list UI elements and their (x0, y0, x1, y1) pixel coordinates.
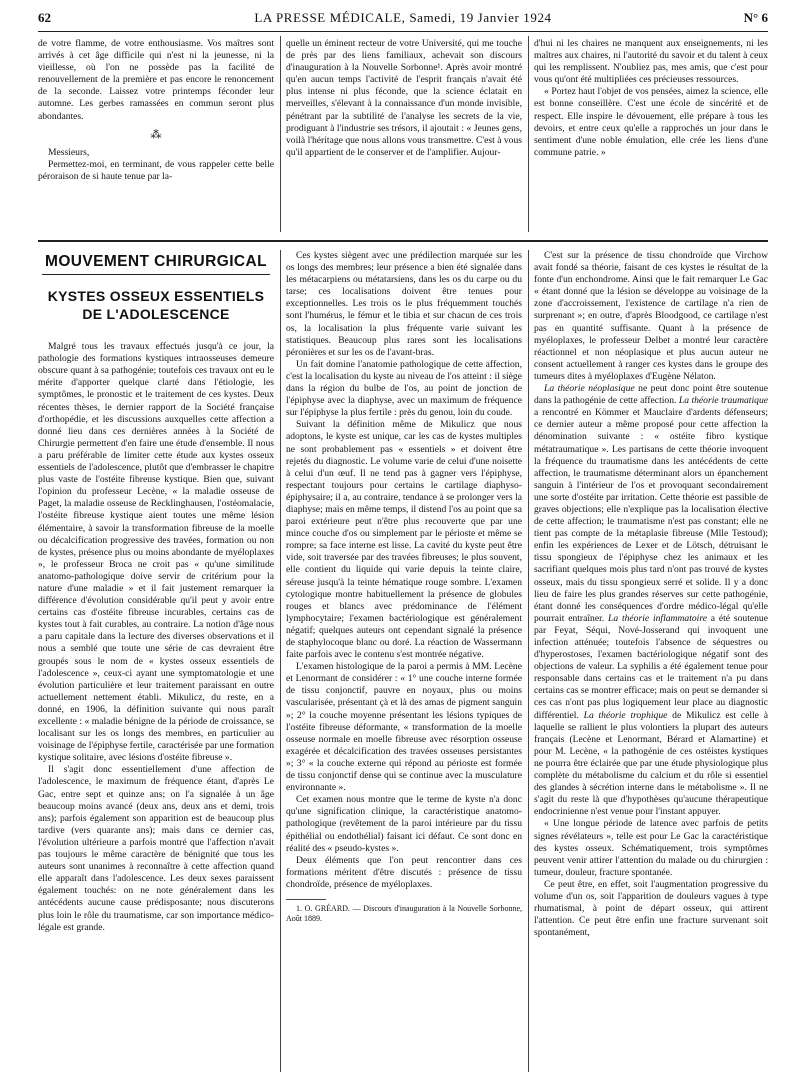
article-title (38, 287, 274, 323)
italic-phrase: La théorie néoplasique (544, 383, 635, 395)
article-title-line: KYSTES OSSEUX ESSENTIELS (47, 288, 265, 305)
paragraph: Suivant la définition même de Mikulicz que nous adoptons, le kyste est unique, car les cas de kystes multiples ne sont probablement pas « essentiels » et doivent être rejetés du diagnostic. Le volume varie de celui d'une noisette à celui d'un œuf. Il ne tend pas à gagner vers l'épiphyse, respectant toujours pour certains le cartilage diaphyso-épiphysaire; il a, au contraire, tendance à se prolonger vers la diaphyse; mais en même temps, il distend l'os au point que sa paroi extérieure peut n'être plus recouverte que par une mince couche d'os ou simplement par le périoste et même se rompre; sa face interne est lisse. La cavité du kyste peut être vide, soit traversée par des travées fibreuses; le plus souvent, elle contient du liquide qui varie depuis la teinte claire, séreuse jusqu'à la teinte hématique rouge sombre. L'examen cytologique montre habituellement la présence de globules rouges et blancs avec prédominance de l'élément lymphocytaire; l'examen bactériologique est généralement négatif; quelques auteurs ont cependant signalé la présence de staphylocoque blanc ou doré. La réaction de Wassermann faite parfois avec le contenu s'est montrée négative. (286, 419, 522, 661)
text-run: ne peut donc point être soutenue dans la pathogénie de cette affection. (534, 383, 768, 407)
paragraph: « Portez haut l'objet de vos pensées, aimez la science, elle est bonne conseillère. C'est une école de sincérité et de respect. Elle inspire le dévouement, elle prépare à tous les devoirs, et entre ceux qu'elle a rapprochés un jour dans le sentiment d'une noble émulation, elle crée les liens d'une commune patrie. » (534, 86, 768, 158)
header-rule (38, 31, 768, 32)
paragraph: C'est sur la présence de tissu chondroïde que Virchow avait fondé sa théorie, faisant de ces kystes le résultat de la fonte d'un enchondrome. Ainsi que le fait remarquer Le Gac « étant donné que la lésion se développe au voisinage de la zone d'accroissement, l'existence de cartilage n'a rien de surprenant »; en outre, d'après Bloodgood, ce cartilage n'est pas en quantité suffisante. Quant à la présence de myéloplaxes, le professeur Delbet a montré leur caractère réactionnel et non néoplasique et plus aucun auteur ne consent actuellement à ranger ces kystes dans le groupe des tumeurs dites à myéloplaxes d'Eugène Nélaton. (534, 250, 768, 382)
italic-phrase: La théorie trophique (583, 709, 668, 721)
paragraph: quelle un éminent recteur de votre Université, qui me touche de près par des liens familiaux, achevait son discours d'inauguration à la Nouvelle Sorbonne¹. Après avoir montré qu'en aucun temps l'activité de l'esprit français n'avait été plus intense ni plus féconde, que la science éclatait en merveilles, s'élevant à la connaissance d'un monde invisible, pénétrant par la subtilité de l'analyse les secrets de la vie, prodiguant à l'industrie ses trésors, il ajoutait : « Jeunes gens, voilà l'héritage que nous allons vous transmettre. C'est à vous qu'il appartient de le conserver et de l'amplifier. Aujour- (286, 38, 522, 158)
column-divider (280, 36, 281, 232)
journal-title: LA PRESSE MÉDICALE, Samedi, 19 Janvier 1924 (254, 10, 552, 25)
paragraph: Il s'agit donc essentiellement d'une affection de l'adolescence, le maximum de fréquence étant, d'après Le Gac, entre sept et quinze ans; on l'a signalée à un âge beaucoup moins avancé (deux ans, deux ans et demi, trois ans); parfois également son apparition est de beaucoup plus tardive (vers quarante ans); mais dans ce dernier cas, l'évolution ultérieure a parfois montré que l'affection n'avait pas toujours le même caractère de bénignité que tous les auteurs sont unanimes à reconnaître à cette affection quand elle apparaît dans l'adolescence. Les deux sexes paraissent également touchés: on ne note généralement dans les antécédents aucune cause prédisposante; nous discuterons plus loin le rôle du traumatisme, car son importance médico-légale est grande. (38, 764, 274, 933)
text-run: a rencontré en Kömmer et Mauclaire d'ardents défenseurs; ce dernier auteur a même proposé pour cette affection la dénomination suivante : « ostéite fibro kystique métatraumatique ». Les partisans de cette théorie invoquent la fréquence du traumatisme dans les antécédents de cette affection, le traumatisme déterminant alors un épanchement sanguin à l'intérieur de l'os et provoquant secondairement une sorte d'ostéite par irritation. Cette théorie est passible de graves objections; elle n'explique pas la localisation élective de cette affection; le traumatisme n'est pas constant; elle ne tient pas compte de la métaplasie fibreuse (Mlle Testoud); enfin les expériences de Lexer et de Lötsch, détruisant le tissu spongieux de l'épiphyse chez les animaux et les sacrifiant quelques mois plus tard n'ont pas trouvé de kystes osseux, mais du tissu spongieux serré et solide. Il y a donc lieu de faire les plus grandes réserves sur cette pathogénie, étant donné les conséquences d'ordre médico-légal qu'elle pourrait entraîner. (534, 407, 768, 624)
article-column-3 (534, 250, 768, 1072)
paragraph: Ce peut être, en effet, soit l'augmentation progressive du volume d'un os, soit l'apparition de douleurs vagues à type rhumatismal, à point de départ osseux, qui attirent l'attention. Ce peut être enfin une fracture survenant soit spontanément, (534, 878, 768, 939)
asterism: ⁂ (150, 128, 162, 141)
italic-phrase: La théorie traumatique (678, 395, 768, 407)
paragraph: Permettez-moi, en terminant, de vous rappeler cette belle péroraison de si haute tenue par la- (38, 158, 274, 182)
column-divider (280, 250, 281, 1072)
column-divider (528, 250, 529, 1072)
running-header (38, 10, 768, 30)
title-rule (42, 274, 270, 275)
article-column-1 (38, 254, 274, 1072)
footnote-rule (286, 899, 326, 900)
salutation: Messieurs, (48, 146, 90, 158)
paragraph: d'hui ni les chaires ne manquent aux enseignements, ni les maîtres aux chaires, ni l'autorité du savoir et du talent à ceux qui les remplissent. N'oubliez pas, mes amis, que c'est pour vous qu'ont été multipliées ces précieuses ressources. (534, 38, 768, 86)
paragraph: Cet examen nous montre que le terme de kyste n'a donc qu'une signification clinique, la caractéristique anatomo-pathologique (revêtement de la paroi intérieure par du tissu épithélial ou endothélial) faisant ici défaut. Ce sont donc en réalité des « pseudo-kystes ». (286, 794, 522, 854)
paragraph (534, 383, 768, 818)
footnote: 1. O. GRÉARD. — Discours d'inauguration à la Nouvelle Sorbonne, Août 1889. (286, 903, 522, 923)
italic-phrase: La théorie inflammatoire (607, 612, 707, 624)
issue-number: N° 6 (743, 10, 768, 25)
top-column-1 (38, 38, 274, 234)
column-divider (528, 36, 529, 232)
paragraph: de votre flamme, de votre enthousiasme. Vos maîtres sont arrivés à cet âge difficile qui n'est ni la jeunesse, ni la vieillesse, où l'on ne possède pas la facilité de renouvellement de la première et pas encore le renoncement de la seconde. Laissez votre printemps féconder leur automne. Les gerbes ramassées en commun seront plus abondantes. (38, 38, 274, 122)
paragraph: Un fait domine l'anatomie pathologique de cette affection, c'est la localisation du kyste au niveau de l'os atteint : il siège dans la région du bulbe de l'os, au point de jonction de l'épiphyse avec la diaphyse, avec un maximum de fréquence sur l'épiphyse la plus fertile : près du genou, loin du coude. (286, 358, 522, 419)
paragraph: L'examen histologique de la paroi a permis à MM. Lecène et Lenormant de considérer : « 1° une couche interne formée de tissu conjonctif, pauvre en noyaux, plus ou moins vascularisée, présentant çà et là des amas de pigment sanguin »; 2° la couche moyenne présentant les lésions typiques de l'ostéite fibreuse déformante, « transformation de la moelle osseuse normale en moelle fibreuse avec résorption osseuse exagérée et décalcification des travées osseuses persistantes »; 3° « la couche externe qui répond au périoste est formée de tissu conjonctif dense qui se continue avec la musculature environnante ». (286, 661, 522, 794)
top-column-3 (534, 38, 768, 234)
paragraph: « Une longue période de latence avec parfois de petits signes révélateurs », telle est pour Le Gac la caractéristique des kystes osseux. Schématiquement, trois symptômes peuvent venir attirer l'attention du malade ou du chirurgien : tumeur, douleur, fracture spontanée. (534, 818, 768, 878)
paragraph: Deux éléments que l'on peut rencontrer dans ces formations méritent d'être discutés : présence de tissu chondroïde, présence de myéloplaxes. (286, 854, 522, 890)
article-title-line: DE L'ADOLESCENCE (82, 306, 230, 323)
section-title: MOUVEMENT CHIRURGICAL (45, 254, 267, 270)
page-number: 62 (38, 10, 51, 25)
article-column-2 (286, 250, 522, 1072)
text-run: de Mikulicz est celle à laquelle se rallient le plus volontiers la plupart des auteurs français (Lecène et Lenormant, Bérard et Alamartine) et pour M. Lecène, « la pathogénie de ces ostéistes kystiques ne pourra être éclairée que par une étude physiologique plus complète du métabolisme du calcium et du rôle si essentiel des glandes à sécrétion interne dans le métabolisme ». Il ne s'agit du reste là que d'hypothèses qu'aucune thérapeutique endocrinienne n'est venue pour l'instant appuyer. (534, 709, 768, 818)
section-rule (38, 240, 768, 242)
top-column-2 (286, 38, 522, 234)
text-run: a été soutenue par Feyat, Séqui, Nové-Josserand qui invoquent une infection atténuée; toutefois l'absence de séquestres ou d'hyperostoses, l'examen bactériologique négatif sont des objections de valeur. La syphilis a été également tenue pour responsable dans certains cas et le traitement n'a pu dans certains cas se montrer efficace; mais on peut se demander si ces cas n'ont pas plus logiquement leur place au diagnostic différentiel. (534, 612, 768, 721)
paragraph: Ces kystes siègent avec une prédilection marquée sur les os longs des membres; leur présence a bien été signalée dans les métacarpiens ou métatarsiens, dans les os du carpe ou du tarse; ces localisations doivent être tenues pour exceptionnelles. Les trois os le plus fréquemment touchés sont l'humérus, le fémur et le tibia et sur chacun de ces trois os, la localisation la plus fréquente varie suivant les statistiques. Beaucoup plus rares sont les localisations péronières et sur les os de l'avant-bras. (286, 250, 522, 358)
paragraph: Malgré tous les travaux effectués jusqu'à ce jour, la pathologie des formations kystiques intraosseuses demeure obscure quant à sa pathogénie; toutefois ces travaux ont eu le mérite d'apporter quelque clarté dans l'étiologie, les symptômes, le pronostic et le traitement de ces kystes. Deux récentes thèses, le dernier rapport de la Société française d'orthopédie, et les discussions auxquelles cette affection a donné lieu dans ces dernières années à la Société de Chirurgie permettent d'en faire une étude d'ensemble. Il nous a paru préférable de limiter cette étude aux kystes osseux essentiels de l'adolescence, plutôt que d'embrasser le chapitre plus vaste de l'ostéite fibreuse kystique. Bien que, suivant l'opinion du professeur Lecène, « la maladie osseuse de Paget, la maladie osseuse de Recklinghausen, l'ostéomalacie, l'ostéite fibreuse kystique aient toutes une même lésion élémentaire, à savoir la transformation fibreuse de la moelle ou décalcification progressive des travées, formation ou non de kystes, présence plus ou moins abondante de myéloplaxes », le professeur Broca ne croit pas « qu'une similitude anatomo-pathologique doive servir de critérium pour la nature d'une maladie » et il fait justement remarquer la différence d'évolution considérable qu'il peut y avoir entre certains cas d'ostéite fibreuse incurables, certains cas de kystes tout à fait curables, au contraire. La notion d'âge nous a paru capitale dans la lecture des diverses observations et il nous a semblé que toute une série de cas devraient être groupés sous le nom de « kystes osseux essentiels de l'adolescence », ceux-ci ayant une symptomatologie et une évolution particulière et leur traitement paraissant en outre actuellement nettement établi. Mikulicz, du reste, en a donné, en 1906, la définition suivante qui nous paraît excellente : « maladie bénigne de la période de croissance, se localisant sur les os longs des membres, en particulier au voisinage de l'épiphyse fertile, caractérisée par une formation kystique solitaire, avec lésions d'ostéite fibreuse ». (38, 341, 274, 764)
